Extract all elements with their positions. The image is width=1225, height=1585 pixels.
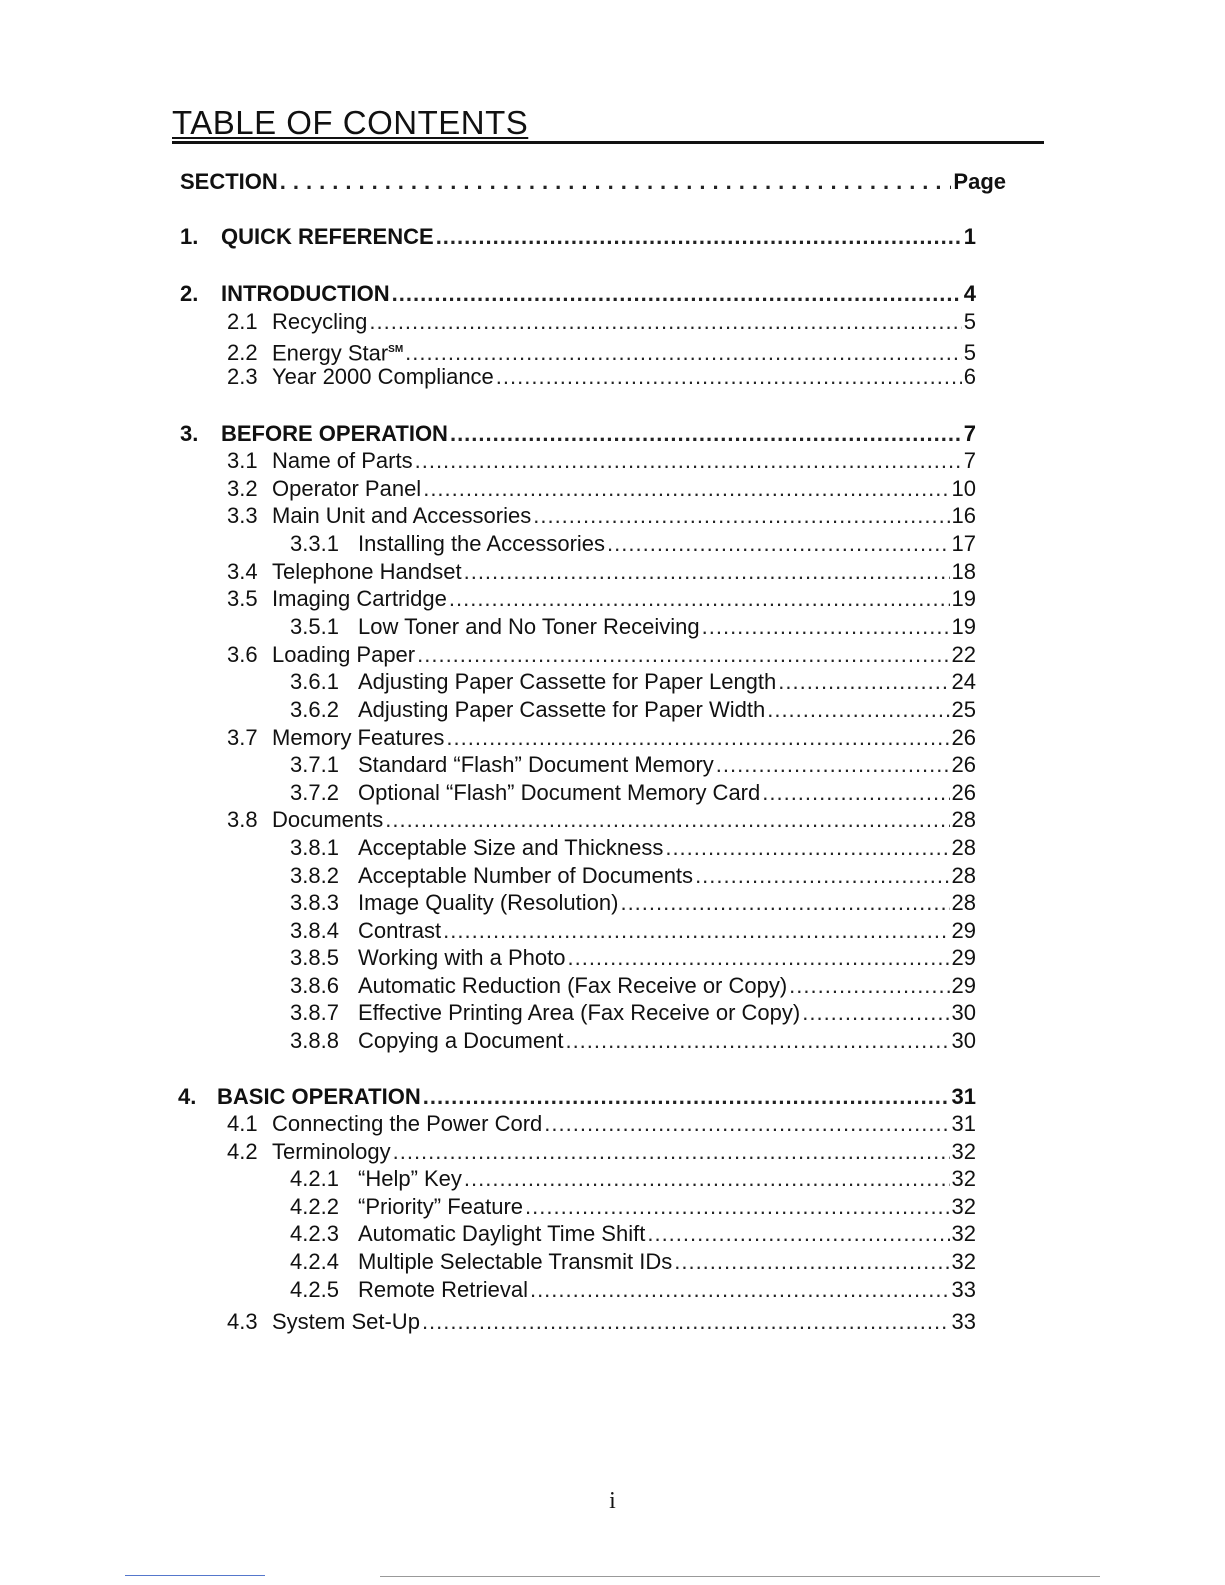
entry-number: 3.1: [227, 448, 258, 473]
entry-page: 31: [951, 1084, 976, 1109]
entry-page: 24: [951, 669, 976, 694]
leader-dots: [702, 613, 950, 641]
entry-page: 29: [951, 945, 976, 970]
entry-page: 29: [951, 973, 976, 998]
leader-dots: [607, 530, 949, 558]
leader-dots: [449, 585, 950, 613]
toc-entry[interactable]: [290, 889, 976, 917]
toc-entry[interactable]: [290, 1165, 976, 1193]
entry-page: 4: [963, 281, 976, 306]
entry-page: 32: [951, 1139, 976, 1164]
entry-page: 33: [951, 1309, 976, 1334]
toc-entry[interactable]: [290, 530, 976, 558]
entry-number: 3.7: [227, 725, 258, 750]
toc-entry[interactable]: [290, 1027, 976, 1055]
leader-dots: [450, 420, 962, 448]
entry-title: Year 2000 Compliance: [272, 364, 494, 389]
leader-dots: [496, 363, 962, 391]
entry-number: 4.2.2: [290, 1194, 339, 1219]
toc-entry[interactable]: [290, 751, 976, 779]
entry-page: 7: [963, 448, 976, 473]
entry-title: BEFORE OPERATION: [221, 421, 448, 446]
entry-number: 2.: [180, 281, 199, 306]
entry-title: Operator Panel: [272, 476, 422, 501]
leader-dots: [533, 502, 949, 530]
toc-entry[interactable]: [227, 806, 976, 834]
entry-number: 3.8: [227, 807, 258, 832]
entry-page: 28: [951, 807, 976, 832]
entry-page: 33: [951, 1277, 976, 1302]
leader-dots: [525, 1193, 949, 1221]
toc-entry[interactable]: [227, 724, 976, 752]
toc-entry[interactable]: [180, 280, 976, 308]
page-number: i: [609, 1488, 616, 1514]
entry-page: 28: [951, 863, 976, 888]
leader-dots: [436, 223, 962, 251]
leader-dots: [565, 1027, 949, 1055]
entry-number: 3.8.6: [290, 973, 339, 998]
entry-number: 3.8.4: [290, 918, 339, 943]
entry-page: 19: [951, 614, 976, 639]
toc-entry[interactable]: [227, 641, 976, 669]
entry-title: Terminology: [272, 1139, 391, 1164]
toc-entry[interactable]: [227, 585, 976, 613]
entry-page: 22: [951, 642, 976, 667]
leader-dots: [530, 1276, 950, 1304]
footer-rule: [380, 1576, 1100, 1577]
entry-page: 10: [951, 476, 976, 501]
leader-dots: [280, 168, 952, 196]
entry-number: 4.2.5: [290, 1277, 339, 1302]
toc-entry[interactable]: [290, 944, 976, 972]
entry-number: 4.2.3: [290, 1221, 339, 1246]
leader-dots: [647, 1220, 949, 1248]
leader-dots: [423, 475, 949, 503]
entry-page: 26: [951, 752, 976, 777]
page-column-label: Page: [953, 169, 1006, 194]
entry-title: Main Unit and Accessories: [272, 503, 532, 528]
entry-title: “Help” Key: [358, 1166, 462, 1191]
entry-number: 4.2.1: [290, 1166, 339, 1191]
entry-page: 1: [963, 224, 976, 249]
entry-title: Telephone Handset: [272, 559, 462, 584]
entry-page: 30: [951, 1000, 976, 1025]
entry-title: Optional “Flash” Document Memory Card: [358, 780, 761, 805]
entry-number: 4.2.4: [290, 1249, 339, 1274]
leader-dots: [446, 724, 949, 752]
leader-dots: [802, 999, 949, 1027]
toc-entry[interactable]: [290, 613, 976, 641]
entry-title: Memory Features: [272, 725, 445, 750]
entry-title: BASIC OPERATION: [217, 1084, 421, 1109]
entry-page: 6: [963, 364, 976, 389]
leader-dots: [544, 1110, 949, 1138]
entry-title: Effective Printing Area (Fax Receive or Copy): [358, 1000, 801, 1025]
entry-number: 3.6.2: [290, 697, 339, 722]
entry-title: Adjusting Paper Cassette for Paper Width: [358, 697, 766, 722]
leader-dots: [762, 779, 949, 807]
entry-title: Loading Paper: [272, 642, 416, 667]
entry-page: 26: [951, 725, 976, 750]
entry-number: 3.6.1: [290, 669, 339, 694]
entry-number: 2.3: [227, 364, 258, 389]
toc-entry[interactable]: [290, 917, 976, 945]
entry-title: Standard “Flash” Document Memory: [358, 752, 714, 777]
toc-entry[interactable]: [290, 972, 976, 1000]
entry-number: 4.1: [227, 1111, 258, 1136]
toc-entry[interactable]: [290, 862, 976, 890]
toc-entry[interactable]: [227, 502, 976, 530]
entry-title: Adjusting Paper Cassette for Paper Length: [358, 669, 777, 694]
toc-entry[interactable]: [180, 223, 976, 251]
entry-page: 5: [963, 340, 976, 366]
toc-entry[interactable]: [227, 1308, 976, 1336]
entry-number: 3.8.7: [290, 1000, 339, 1025]
entry-page: 28: [951, 835, 976, 860]
entry-number: 2.1: [227, 309, 258, 334]
toc-entry[interactable]: [290, 696, 976, 724]
entry-page: 32: [951, 1194, 976, 1219]
entry-number: 3.8.8: [290, 1028, 339, 1053]
entry-number: 3.8.2: [290, 863, 339, 888]
entry-number: 4.2: [227, 1139, 258, 1164]
entry-title: Installing the Accessories: [358, 531, 606, 556]
entry-page: 17: [951, 531, 976, 556]
entry-number: 3.6: [227, 642, 258, 667]
entry-number: 3.8.1: [290, 835, 339, 860]
entry-title: Automatic Reduction (Fax Receive or Copy): [358, 973, 788, 998]
toc-entry[interactable]: [290, 668, 976, 696]
entry-page: 26: [951, 780, 976, 805]
entry-number: 4.: [178, 1084, 197, 1109]
leader-dots: [767, 696, 949, 724]
title-rule: [172, 141, 1044, 144]
leader-dots: [369, 308, 961, 336]
entry-title: Name of Parts: [272, 448, 413, 473]
toc-entry[interactable]: [227, 363, 976, 391]
toc-entry[interactable]: [227, 308, 976, 336]
entry-number: 3.4: [227, 559, 258, 584]
entry-number: 3.: [180, 421, 199, 446]
toc-entry[interactable]: [227, 1110, 976, 1138]
entry-number: 4.3: [227, 1309, 258, 1334]
toc-entry[interactable]: [290, 1248, 976, 1276]
entry-page: 7: [963, 421, 976, 446]
entry-page: 29: [951, 918, 976, 943]
leader-dots: [443, 917, 949, 945]
toc-entry[interactable]: [227, 447, 976, 475]
leader-dots: [417, 641, 949, 669]
entry-page: 30: [951, 1028, 976, 1053]
leader-dots: [464, 558, 950, 586]
entry-number: 3.7.2: [290, 780, 339, 805]
entry-number: 3.3.1: [290, 531, 339, 556]
entry-number: 3.5: [227, 586, 258, 611]
entry-title: INTRODUCTION: [221, 281, 390, 306]
toc-entry[interactable]: [178, 1083, 976, 1111]
entry-title: Image Quality (Resolution): [358, 890, 619, 915]
entry-title: Acceptable Size and Thickness: [358, 835, 664, 860]
toc-entry[interactable]: [290, 1193, 976, 1221]
toc-header: [180, 168, 1006, 196]
entry-title: Imaging Cartridge: [272, 586, 447, 611]
service-mark: SM: [388, 344, 404, 355]
entry-number: 1.: [180, 224, 199, 249]
entry-page: 5: [963, 309, 976, 334]
toc-entry[interactable]: [290, 1220, 976, 1248]
leader-dots: [567, 944, 949, 972]
entry-title: System Set-Up: [272, 1309, 420, 1334]
leader-dots: [674, 1248, 949, 1276]
leader-dots: [423, 1083, 950, 1111]
toc-entry[interactable]: [180, 420, 976, 448]
page-title: TABLE OF CONTENTS: [172, 104, 529, 141]
leader-dots: [695, 862, 949, 890]
entry-page: 32: [951, 1249, 976, 1274]
toc-entry[interactable]: [290, 834, 976, 862]
toc-entry[interactable]: [290, 1276, 976, 1304]
leader-dots: [415, 447, 962, 475]
toc-entry[interactable]: [290, 999, 976, 1027]
leader-dots: [422, 1308, 950, 1336]
leader-dots: [789, 972, 949, 1000]
leader-dots: [716, 751, 950, 779]
entry-title: Working with a Photo: [358, 945, 566, 970]
entry-page: 32: [951, 1166, 976, 1191]
entry-title-text: Energy Star: [272, 340, 389, 366]
toc-entry[interactable]: [227, 558, 976, 586]
entry-title: QUICK REFERENCE: [221, 224, 434, 249]
toc-entry[interactable]: [227, 1138, 976, 1166]
entry-title: Multiple Selectable Transmit IDs: [358, 1249, 673, 1274]
entry-title: “Priority” Feature: [358, 1194, 524, 1219]
toc-entry[interactable]: [290, 779, 976, 807]
leader-dots: [778, 668, 949, 696]
entry-title: Low Toner and No Toner Receiving: [358, 614, 700, 639]
toc-entry[interactable]: [227, 475, 976, 503]
entry-title: Recycling: [272, 309, 368, 334]
leader-dots: [464, 1165, 950, 1193]
entry-title: Automatic Daylight Time Shift: [358, 1221, 646, 1246]
entry-number: 3.7.1: [290, 752, 339, 777]
leader-dots: [392, 280, 962, 308]
entry-title: Remote Retrieval: [358, 1277, 528, 1302]
entry-page: 31: [951, 1111, 976, 1136]
section-column-label: SECTION: [180, 169, 278, 194]
entry-title: Connecting the Power Cord: [272, 1111, 543, 1136]
entry-number: 3.5.1: [290, 614, 339, 639]
entry-number: 3.8.3: [290, 890, 339, 915]
entry-number: 3.3: [227, 503, 258, 528]
entry-title: Documents: [272, 807, 384, 832]
leader-dots: [385, 806, 949, 834]
entry-page: 28: [951, 890, 976, 915]
entry-page: 32: [951, 1221, 976, 1246]
entry-title: Contrast: [358, 918, 442, 943]
entry-page: 25: [951, 697, 976, 722]
leader-dots: [393, 1138, 950, 1166]
entry-page: 16: [951, 503, 976, 528]
entry-number: 3.2: [227, 476, 258, 501]
entry-number: 2.2: [227, 340, 258, 366]
leader-dots: [620, 889, 949, 917]
leader-dots: [665, 834, 949, 862]
entry-title: Acceptable Number of Documents: [358, 863, 694, 888]
footer-rule: [125, 1575, 265, 1576]
entry-title: Copying a Document: [358, 1028, 564, 1053]
entry-page: 18: [951, 559, 976, 584]
entry-page: 19: [951, 586, 976, 611]
entry-number: 3.8.5: [290, 945, 339, 970]
